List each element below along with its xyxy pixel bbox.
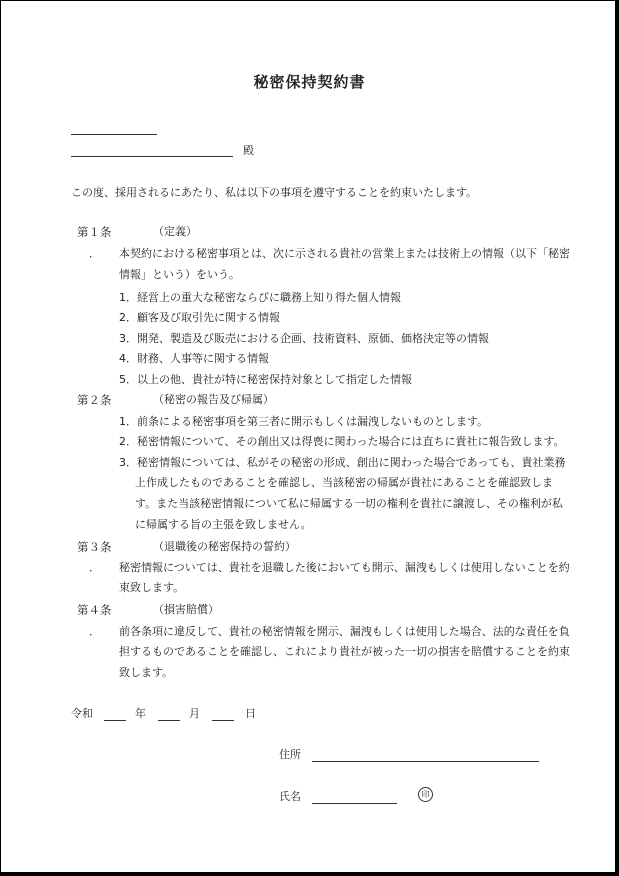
address-label: 住所 <box>279 748 301 761</box>
article-4-body-line-1: 前各条項に違反して、貴社の秘密情報を開示、漏洩もしくは使用した場合、法的な責任を負 <box>119 625 570 638</box>
date-day-blank <box>212 720 234 721</box>
article-3-subtitle: （退職後の秘密保持の誓約） <box>153 540 296 553</box>
article-1-item-4: 4．財務、人事等に関する情報 <box>119 352 269 365</box>
seal-text: 印 <box>421 790 430 799</box>
article-1-item-3: 3．開発、製造及び販売における企画、技術資料、原価、価格決定等の情報 <box>119 332 489 345</box>
name-label: 氏名 <box>279 790 301 803</box>
article-3-body-line-1: 秘密情報については、貴社を退職した後においても開示、漏洩もしくは使用しないことを約 <box>119 561 570 574</box>
addressee-line-1 <box>71 134 157 135</box>
article-3-heading: 第３条 <box>77 540 112 554</box>
date-day-label: 日 <box>245 707 256 720</box>
article-1-item-2: 2．顧客及び取引先に関する情報 <box>119 311 280 324</box>
document-title: 秘密保持契約書 <box>253 73 366 91</box>
article-4-body-line-3: 致します。 <box>119 666 174 679</box>
article-1-heading: 第１条 <box>77 225 112 239</box>
name-field-line <box>312 803 397 804</box>
intro-text: この度、採用されるにあたり、私は以下の事項を遵守することを約束いたします。 <box>71 186 478 199</box>
article-3-bullet: ． <box>89 561 100 574</box>
article-2-item-3-cont-1: 上作成したものであることを確認し、当該秘密の帰属が貴社にあることを確認致しま <box>135 476 553 489</box>
article-4-heading: 第４条 <box>77 603 112 617</box>
date-era: 令和 <box>71 707 93 720</box>
article-2-subtitle: （秘密の報告及び帰属） <box>153 393 274 406</box>
address-field-line <box>312 761 539 762</box>
article-1-body-line-1: 本契約における秘密事項とは、次に示される貴社の営業上または技術上の情報（以下「秘密 <box>119 247 570 260</box>
article-4-bullet: ． <box>89 625 100 638</box>
article-4-subtitle: （損害賠償） <box>153 603 219 616</box>
date-year-label: 年 <box>135 707 146 720</box>
article-4-body-line-2: 担するものであることを確認し、これにより貴社が被った一切の損害を賠償することを約束 <box>119 645 570 658</box>
article-1-body-line-2: 情報」という）をいう。 <box>119 268 240 281</box>
article-2-item-2: 2．秘密情報について、その創出又は得喪に関わった場合には直ちに貴社に報告致します。 <box>119 435 565 448</box>
article-1-item-1: 1．経営上の重大な秘密ならびに職務上知り得た個人情報 <box>119 291 401 304</box>
addressee-suffix: 殿 <box>243 144 254 157</box>
article-1-item-5: 5．以上の他、貴社が特に秘密保持対象として指定した情報 <box>119 373 412 386</box>
seal-icon <box>418 787 433 802</box>
article-3-body-line-2: 束致します。 <box>119 581 185 594</box>
article-2-item-3: 3．秘密情報については、私がその秘密の形成、創出に関わった場合であっても、貴社業務 <box>119 456 566 469</box>
article-2-heading: 第２条 <box>77 393 112 407</box>
date-month-label: 月 <box>189 707 200 720</box>
article-2-item-3-cont-2: す。また当該秘密情報について私に帰属する一切の権利を貴社に譲渡し、その権利が私 <box>135 497 563 510</box>
article-2-item-3-cont-3: に帰属する旨の主張を致しません。 <box>135 518 312 531</box>
article-2-item-1: 1．前条による秘密事項を第三者に開示もしくは漏洩しないものとします。 <box>119 415 489 428</box>
date-year-blank <box>104 720 126 721</box>
date-month-blank <box>158 720 180 721</box>
article-1-bullet: ． <box>89 247 100 260</box>
addressee-line-2 <box>71 156 233 157</box>
article-1-subtitle: （定義） <box>153 225 197 238</box>
